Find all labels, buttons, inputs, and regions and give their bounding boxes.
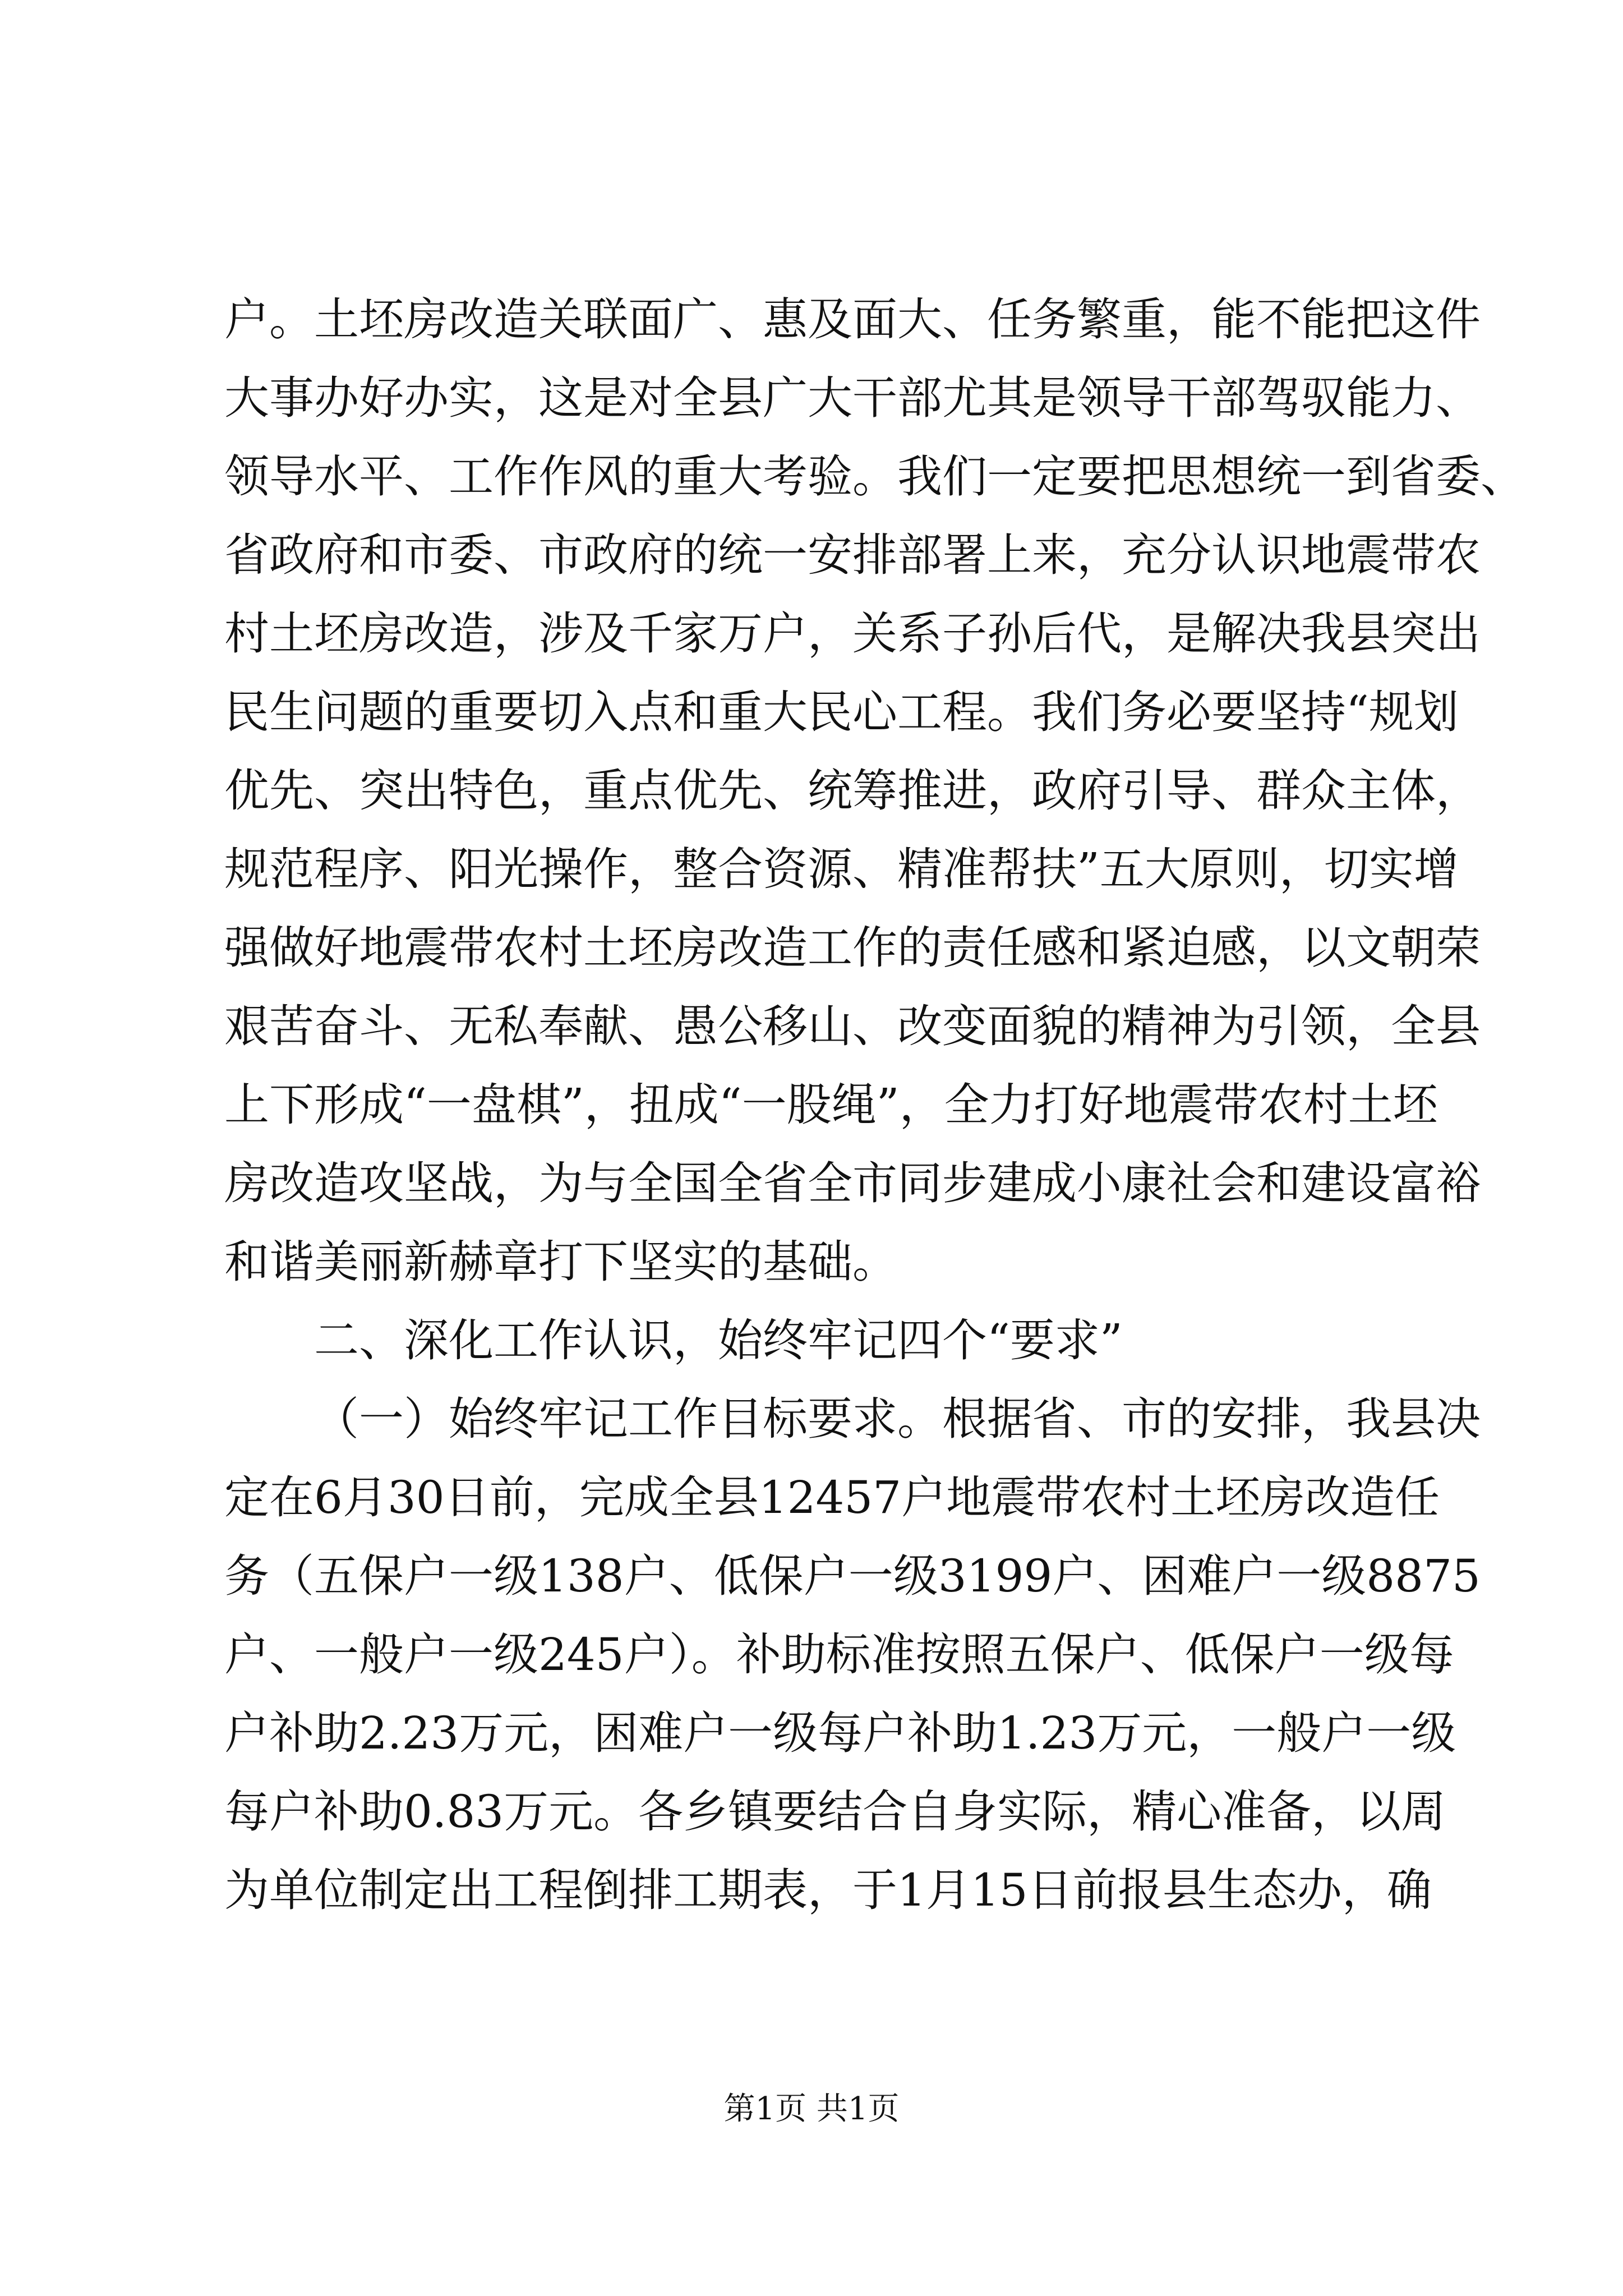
section-heading: 二、深化工作认识，始终牢记四个“要求”	[314, 1314, 1123, 1366]
text-line: （一）始终牢记工作目标要求。根据省、市的安排，我县决	[314, 1393, 1481, 1445]
text-line: 优先、突出特色，重点优先、统筹推进，政府引导、群众主体，	[224, 765, 1481, 817]
text-line: 户。土坯房改造关联面广、惠及面大、任务繁重，能不能把这件	[224, 293, 1481, 346]
text-line: 每户补助0.83万元。各乡镇要结合自身实际，精心准备，以周	[224, 1786, 1446, 1838]
text-line: 定在6月30日前，完成全县12457户地震带农村土坯房改造任	[224, 1471, 1440, 1524]
text-line: 村土坯房改造，涉及千家万户，关系子孙后代，是解决我县突出	[224, 608, 1481, 660]
text-line: 户、一般户一级245户）。补助标准按照五保户、低保户一级每	[224, 1628, 1454, 1681]
text-line: 务（五保户一级138户、低保户一级3199户、困难户一级8875	[224, 1550, 1481, 1602]
text-line: 艰苦奋斗、无私奉献、愚公移山、改变面貌的精神为引领，全县	[224, 1000, 1481, 1052]
text-line: 民生问题的重要切入点和重大民心工程。我们务必要坚持“规划	[224, 686, 1459, 738]
text-line: 领导水平、工作作风的重大考验。我们一定要把思想统一到省委、	[224, 450, 1525, 503]
text-line: 为单位制定出工程倒排工期表，于1月15日前报县生态办，确	[224, 1864, 1432, 1916]
text-line: 大事办好办实，这是对全县广大干部尤其是领导干部驾驭能力、	[224, 372, 1481, 424]
page-footer: 第1页 共1页	[723, 2091, 900, 2127]
text-line: 和谐美丽新赫章打下坚实的基础。	[224, 1236, 897, 1288]
text-line: 省政府和市委、市政府的统一安排部署上来，充分认识地震带农	[224, 529, 1481, 581]
text-line: 房改造攻坚战，为与全国全省全市同步建成小康社会和建设富裕	[224, 1157, 1481, 1209]
text-line: 户补助2.23万元，困难户一级每户补助1.23万元，一般户一级	[224, 1707, 1456, 1759]
text-line: 强做好地震带农村土坯房改造工作的责任感和紧迫感，以文朝荣	[224, 922, 1481, 974]
text-line: 上下形成“一盘棋”，扭成“一股绳”，全力打好地震带农村土坯	[224, 1079, 1438, 1131]
text-line: 规范程序、阳光操作，整合资源、精准帮扶”五大原则，切实增	[224, 843, 1459, 895]
